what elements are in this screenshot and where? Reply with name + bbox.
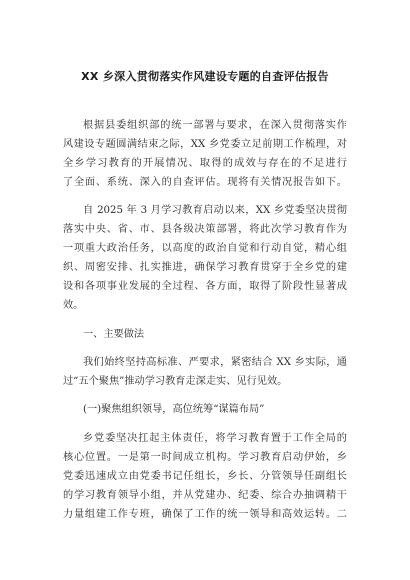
paragraph-line: 设和各项事业发展的全过程、各方面，取得了阶段性显著成 bbox=[63, 281, 347, 292]
paragraph-line: 风建设专题圆满结束之际，XX 乡党委立足前期工作梳理，对 bbox=[63, 139, 347, 150]
paragraph-line: 根据县委组织部的统一部署与要求，在深入贯彻落实作 bbox=[83, 120, 347, 131]
paragraph-line: 乡党委坚决扛起主体责任，将学习教育置于工作全局的 bbox=[83, 433, 347, 444]
paragraph-line: 过“五个聚焦”推动学习教育走深走实、见行见效。 bbox=[63, 376, 288, 387]
paragraph-line: 一项重大政治任务，以高度的政治自觉和行动自觉，精心组 bbox=[63, 243, 347, 254]
document-title: XX 乡深入贯彻落实作风建设专题的自查评估报告 bbox=[81, 70, 329, 83]
paragraph-line: 力量组建工作专班，确保了工作的统一领导和高效运转。二 bbox=[63, 509, 347, 520]
paragraph-line: 的学习教育领导小组，并从党建办、纪委、综合办抽调精干 bbox=[63, 490, 347, 501]
paragraph-line: 核心位置。一是第一时间成立机构。学习教育启动伊始，乡 bbox=[63, 452, 347, 463]
paragraph-line: 全乡学习教育的开展情况、取得的成效与存在的不足进行 bbox=[63, 158, 347, 169]
paragraph-line: 落实中央、省、市、县各级决策部署，将此次学习教育作为 bbox=[63, 224, 347, 235]
paragraph-line: 织、周密安排、扎实推进，确保学习教育贯穿于全乡党的建 bbox=[63, 262, 347, 273]
section-heading: 一、主要做法 bbox=[83, 329, 145, 340]
paragraph-line: 党委迅速成立由党委书记任组长，乡长、分管领导任副组长 bbox=[63, 471, 347, 482]
paragraph-line: 效。 bbox=[63, 300, 84, 311]
paragraph-line: 我们始终坚持高标准、严要求，紧密结合 XX 乡实际，通 bbox=[83, 357, 347, 368]
subsection-heading: (一)聚焦组织领导，高位统筹“谋篇布局” bbox=[83, 404, 265, 415]
paragraph-line: 了全面、系统、深入的自查评估。现将有关情况报告如下。 bbox=[63, 177, 347, 188]
paragraph-line: 自 2025 年 3 月学习教育启动以来，XX 乡党委坚决贯彻 bbox=[83, 205, 347, 216]
